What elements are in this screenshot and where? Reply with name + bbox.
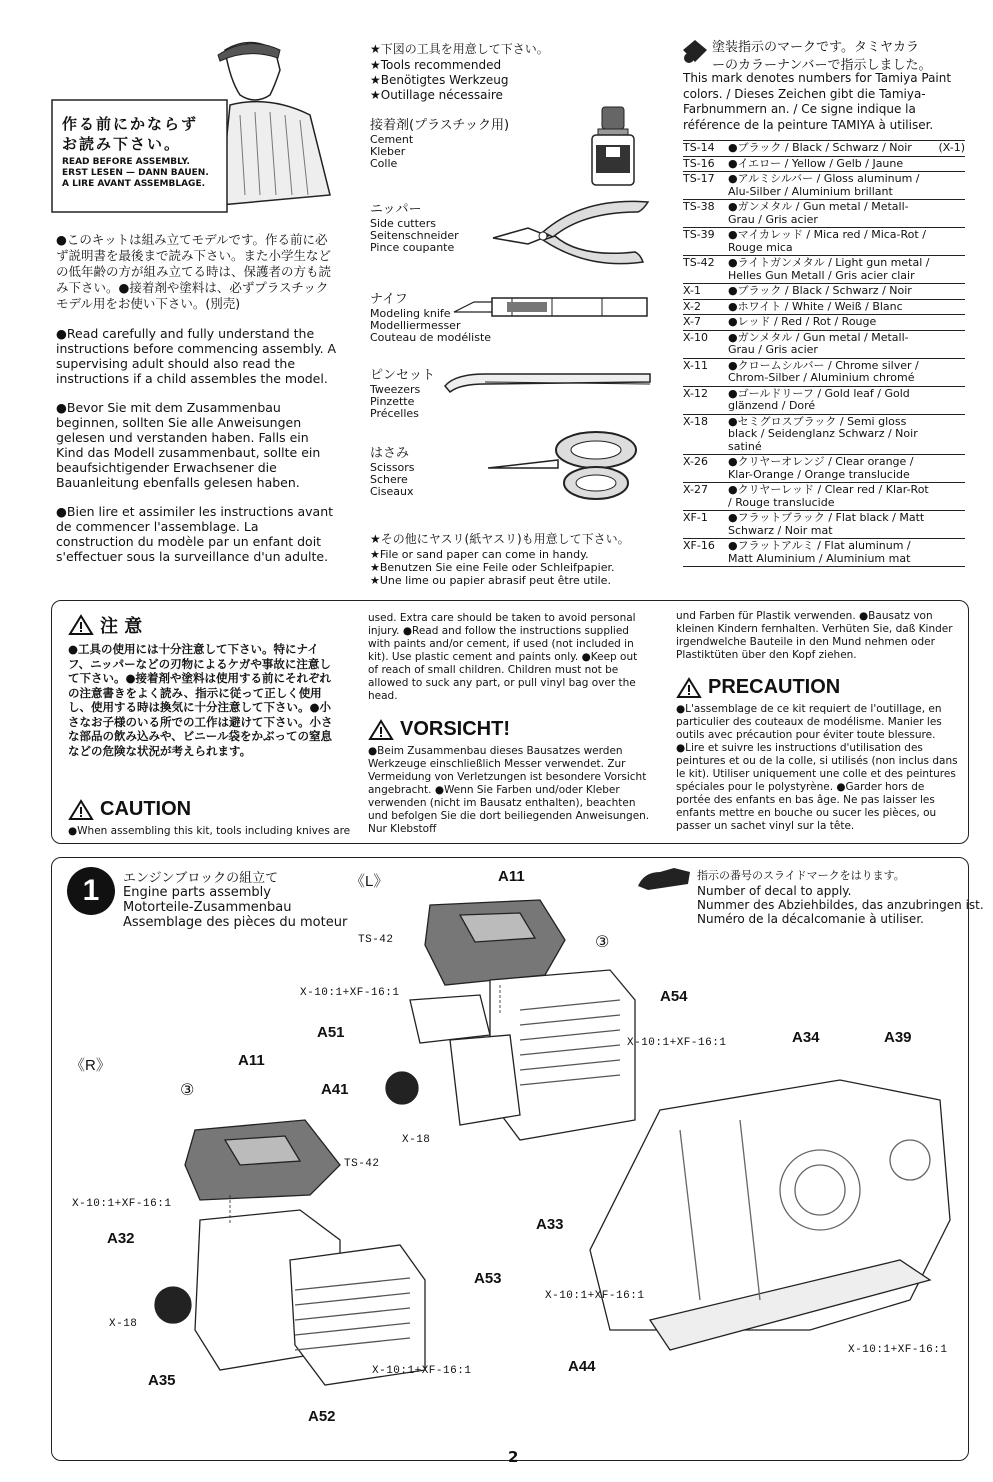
sign-en: READ BEFORE ASSEMBLY. [62, 157, 190, 167]
label-mix-1: X-10:1+XF-16:1 [300, 987, 400, 999]
caution-text-2: used. Extra care should be taken to avoid personal injury. ●Read and follow the instructions supplied with paints and/or cement, if used (not included in kit). Use plastic cement and paints only. ●Keep out of reach of small children. Children must not be allowed to suck any part, or pull vinyl bag over the head. [368, 612, 638, 702]
tweezers-icon [440, 368, 655, 398]
paint-name: ●セミグロスブラック / Semi gloss black / Seidenglanz Schwarz / Noir satiné [728, 414, 918, 453]
paint-extra [933, 316, 965, 329]
paint-name: ●ライトガンメタル / Light gun metal / Helles Gun Metall / Gris acier clair [728, 256, 930, 282]
paint-row [683, 172, 965, 200]
paint-extra [933, 201, 965, 226]
label-A44: A44 [568, 1358, 596, 1375]
paint-row [683, 483, 965, 511]
warning-jp-title: 注 意 [100, 616, 143, 637]
paint-name: ●ゴールドリーフ / Gold leaf / Gold glänzend / Doré [728, 386, 910, 412]
paint-code: TS-42 [683, 256, 715, 269]
paint-code: TS-38 [683, 200, 715, 213]
paint-extra [933, 301, 965, 314]
precaution-section [676, 676, 958, 833]
label-ts42-right: TS-42 [344, 1158, 380, 1170]
label-ts42-left: TS-42 [358, 934, 394, 946]
tool-tweezers-fr: Précelles [370, 407, 419, 420]
paint-code: X-7 [683, 315, 701, 328]
tools-header-de: ★Benötigtes Werkzeug [370, 73, 509, 87]
paint-row [683, 539, 965, 567]
label-x18-right: X-18 [109, 1318, 138, 1330]
vorsicht-triangle-icon [368, 719, 394, 741]
label-A32: A32 [107, 1230, 135, 1247]
tools-footer-fr: ★Une lime ou papier abrasif peut être utile. [370, 574, 611, 587]
paint-code: X-1 [683, 284, 701, 297]
decal-en: Number of decal to apply. [697, 884, 852, 898]
paint-row [683, 415, 965, 456]
sign-jp-line1: 作る前にかならず [62, 115, 199, 133]
paint-extra [933, 158, 965, 171]
tools-header-en: ★Tools recommended [370, 58, 502, 72]
paint-row [683, 141, 965, 157]
precaution-text: ●L'assemblage de ce kit requiert de l'outillage, en particulier des couteaux de modélisme. Manier les outils avec précaution pour éviter toute blessure. ●Lire et suivre les instructions d'utilisation des peintures et ou de la colle, si utilisés (non inclus dans le kit). Utiliser uniquement une colle et des peintures spéciales pour le polystyrène. ●Garder hors de portée des enfants en bas âge. Ne pas laisser les enfants mettre en bouche ou sucer les pièces, ou passer un sachet vinyl sur la tête. [676, 703, 958, 832]
tool-cement-fr: Colle [370, 157, 398, 170]
paint-row [683, 256, 965, 284]
paint-extra [933, 540, 965, 565]
step-title-en: Engine parts assembly [123, 885, 271, 900]
paint-name: ●ガンメタル / Gun metal / Metall-Grau / Gris acier [728, 200, 909, 226]
cement-bottle-icon [588, 105, 638, 190]
decal-de: Nummer des Abziehbildes, das anzubringen ist. [697, 898, 984, 912]
paint-name: ●ガンメタル / Gun metal / Metall-Grau / Gris acier [728, 330, 909, 356]
paint-code: X-10 [683, 330, 708, 344]
paint-row [683, 228, 965, 256]
paint-extra [933, 173, 965, 198]
paint-row [683, 455, 965, 483]
gear-right [155, 1287, 191, 1323]
label-mix-5: X-10:1+XF-16:1 [848, 1344, 948, 1356]
paint-row [683, 300, 965, 316]
tools-footer-de: ★Benutzen Sie eine Feile oder Schleifpapier. [370, 561, 615, 574]
paint-extra [933, 360, 965, 385]
caution-title: CAUTION [100, 798, 192, 820]
label-mix-4: X-10:1+XF-16:1 [545, 1290, 645, 1302]
label-A11-right: A11 [238, 1052, 265, 1069]
label-A51: A51 [317, 1024, 345, 1041]
decal-fr: Numéro de la décalcomanie à utiliser. [697, 912, 924, 926]
paint-code: TS-14 [683, 141, 715, 154]
label-mix-3: X-10:1+XF-16:1 [72, 1198, 172, 1210]
step-title-fr: Assemblage des pièces du moteur [123, 915, 348, 930]
label-A53: A53 [474, 1270, 502, 1287]
paint-extra [933, 416, 965, 454]
paint-table [683, 140, 965, 567]
label-A11-left: A11 [498, 868, 525, 885]
label-L: 《L》 [350, 873, 389, 890]
decal-jp: 指示の番号のスライドマークをはります。 [697, 869, 905, 882]
paint-name: ●アルミシルバー / Gloss aluminum / Alu-Silber / Aluminium brillant [728, 172, 920, 198]
intro-fr: ●Bien lire et assimiler les instructions avant de commencer l'assemblage. La construction du modèle par un enfant doit s'effectuer sous la surveillance d'un adulte. [56, 504, 334, 564]
tool-scissors-fr: Ciseaux [370, 485, 414, 498]
tool-knife-jp: ナイフ [370, 292, 408, 307]
paint-extra [933, 332, 965, 357]
scissors-icon [486, 428, 646, 503]
tool-tweezers-en: Tweezers [370, 383, 421, 396]
paint-row [683, 200, 965, 228]
tool-cutters-fr: Pince coupante [370, 241, 455, 254]
paint-header-jp-2: ーのカラーナンバーで指示しました。 [712, 58, 932, 73]
paint-row [683, 284, 965, 300]
page-number: 2 [508, 1448, 519, 1466]
label-mix-2: X-10:1+XF-16:1 [627, 1037, 727, 1049]
paint-name: ●ブラック / Black / Schwarz / Noir [728, 284, 912, 297]
paint-code: X-18 [683, 414, 708, 428]
paint-row [683, 157, 965, 173]
label-A52: A52 [308, 1408, 336, 1425]
warning-jp-section [68, 612, 340, 758]
precaution-title: PRECAUTION [708, 676, 841, 698]
side-cutters-icon [488, 200, 653, 265]
paint-name: ●レッド / Red / Rot / Rouge [728, 315, 877, 328]
paint-code: TS-16 [683, 156, 715, 170]
label-A54: A54 [660, 988, 688, 1005]
paint-name: ●フラットブラック / Flat black / Matt Schwarz / Noir mat [728, 511, 925, 537]
paint-extra [933, 456, 965, 481]
paint-code: XF-16 [683, 539, 715, 552]
tool-cutters-jp: ニッパー [370, 202, 422, 217]
intro-de: ●Bevor Sie mit dem Zusammenbau beginnen, sollten Sie alle Anweisungen gelesen und verstanden haben. Falls ein Kind das Modell zusammenbaut, sollte ein beaufsichtigender Erwachsener die Bauanleitung ebenfalls gelesen haben. [56, 400, 321, 490]
tools-header-jp: ★下図の工具を用意して下さい。 [370, 42, 549, 56]
paint-extra [933, 388, 965, 413]
paint-name: ●クロームシルバー / Chrome silver / Chrom-Silber / Aluminium chromé [728, 358, 919, 384]
tool-cement-jp: 接着剤(プラスチック用) [370, 118, 510, 133]
tool-scissors [370, 446, 415, 498]
paint-header-jp-1: 塗装指示のマークです。タミヤカラ [712, 40, 919, 55]
step-title-de: Motorteile-Zusammenbau [123, 900, 292, 915]
tool-cutters [370, 202, 459, 254]
intro-en: ●Read carefully and fully understand the instructions before commencing assembly. A supervising adult should also read the instructions if a child assembles the model. [56, 326, 337, 386]
label-A35: A35 [148, 1372, 176, 1389]
tool-scissors-en: Scissors [370, 461, 415, 474]
tool-scissors-jp: はさみ [370, 446, 410, 461]
paint-row [683, 359, 965, 387]
caution-section [68, 798, 358, 838]
paint-name: ●マイカレッド / Mica red / Mica-Rot / Rouge mica [728, 228, 926, 254]
intro-jp: ●このキットは組み立てモデルです。作る前に必ず説明書を最後まで読み下さい。また小学生などの低年齢の方が組み立てる時は、保護者の方も読み下さい。●接着剤や塗料は、必ずプラスチックモデル用をお使い下さい。(別売) [56, 232, 332, 311]
cylinder-head-left [425, 900, 565, 985]
tools-footer-jp: ★その他にヤスリ(紙ヤスリ)も用意して下さい。 [370, 532, 630, 546]
paint-row [683, 315, 965, 331]
tool-knife-fr: Couteau de modéliste [370, 331, 492, 344]
paint-name: ●クリヤーオレンジ / Clear orange / Klar-Orange / Orange translucide [728, 455, 914, 481]
paint-mark-icon [680, 36, 710, 66]
paint-code: XF-1 [683, 511, 708, 524]
modeling-knife-icon [452, 292, 652, 322]
paint-extra [933, 229, 965, 254]
paint-code: TS-39 [683, 228, 715, 241]
tool-cutters-en: Side cutters [370, 217, 436, 230]
tool-cutters-de: Seitenschneider [370, 229, 459, 242]
label-decal3-left: ③ [595, 932, 610, 951]
warning-jp-text: ●工具の使用には十分注意して下さい。特にナイフ、ニッパーなどの刃物によるケガや事故に注意して下さい。●接着剤や塗料は使用する前にそれぞれの注意書きをよく読み、指示に従って正しく使用し、使用する時は換気に十分注意して下さい。●小さなお子様のいる所での工作は避けて下さい。小さな部品の飲み込みや、ビニール袋をかぶっての窒息などの危険な状況が考えられます。 [68, 642, 333, 758]
tool-knife-de: Modelliermesser [370, 319, 461, 332]
sign-de: ERST LESEN — DANN BAUEN. [62, 168, 209, 178]
paint-row [683, 387, 965, 415]
tools-footer-en: ★File or sand paper can come in handy. [370, 548, 589, 561]
paint-name: ●イエロー / Yellow / Gelb / Jaune [728, 156, 904, 170]
vorsicht-text-2: und Farben für Plastik verwenden. ●Bausatz von kleinen Kindern fernhalten. Verhüten Sie, daß Kinder irgendwelche Bauteile in den Mund nehmen oder Plastiktüten über den Kopf ziehen. [676, 610, 953, 661]
paint-extra [933, 484, 965, 509]
paint-code: X-2 [683, 299, 701, 313]
paint-code: X-27 [683, 483, 708, 496]
tool-cement-de: Kleber [370, 145, 406, 158]
vorsicht-section [368, 718, 650, 836]
paint-extra [933, 257, 965, 282]
tool-knife-en: Modeling knife [370, 307, 451, 320]
paint-header-desc: This mark denotes numbers for Tamiya Paint colors. / Dieses Zeichen gibt die Tamiya-Farbnummern an. / Ce signe indique la référence de la peinture TAMIYA à utiliser. [683, 71, 952, 132]
paint-extra: (X-1) [938, 141, 965, 154]
intro-text [56, 232, 338, 570]
label-A39: A39 [884, 1029, 912, 1046]
paint-code: X-11 [683, 358, 708, 372]
step-title-jp: エンジンブロックの組立て [123, 871, 279, 886]
label-x18-left: X-18 [402, 1134, 431, 1146]
paint-name: ●クリヤーレッド / Clear red / Klar-Rot / Rouge translucide [728, 483, 929, 509]
step-number: 1 [82, 874, 100, 907]
warning-triangle-icon [68, 614, 94, 636]
tool-tweezers-de: Pinzette [370, 395, 415, 408]
paint-code: X-12 [683, 386, 708, 400]
vorsicht-text: ●Beim Zusammenbau dieses Bausatzes werden Werkzeuge einschließlich Messer verwendet. Zur Vermeidung von Verletzungen ist besondere Vorsicht angebracht. ●Wenn Sie Farben und/oder Kleber verwenden (nicht im Bausatz enthalten), beachten und befolgen Sie die dort beiliegenden Anweisungen. Nur Klebstoff [368, 745, 650, 835]
label-A33: A33 [536, 1216, 564, 1233]
label-A41: A41 [321, 1081, 349, 1098]
tool-tweezers [370, 368, 435, 420]
precaution-triangle-icon [676, 677, 702, 699]
caution-triangle-icon [68, 799, 94, 821]
label-mix-6: X-10:1+XF-16:1 [372, 1365, 472, 1377]
tool-cement [370, 118, 509, 170]
paint-name: ●ホワイト / White / Weiß / Blanc [728, 299, 903, 313]
sign-jp-line2: お読み下さい。 [62, 135, 182, 153]
paint-name: ●フラットアルミ / Flat aluminum / Matt Aluminium / Aluminium mat [728, 539, 911, 565]
label-A34: A34 [792, 1029, 820, 1046]
tool-scissors-de: Schere [370, 473, 408, 486]
tools-header-fr: ★Outillage nécessaire [370, 88, 503, 102]
paint-name: ●ブラック / Black / Schwarz / Noir [728, 141, 912, 154]
tool-tweezers-jp: ピンセット [370, 368, 436, 383]
paint-row [683, 511, 965, 539]
tool-cement-en: Cement [370, 133, 414, 146]
paint-code: X-26 [683, 455, 708, 468]
engine-assembly-diagram [60, 860, 960, 1455]
vorsicht-title: VORSICHT! [400, 718, 510, 740]
paint-row [683, 331, 965, 359]
paint-extra [933, 285, 965, 298]
paint-code: TS-17 [683, 172, 715, 185]
gear-left [386, 1072, 418, 1104]
sign-fr: A LIRE AVANT ASSEMBLAGE. [62, 179, 206, 189]
label-decal3-right: ③ [180, 1080, 195, 1099]
label-R: 《R》 [70, 1057, 111, 1074]
caution-text-1: ●When assembling this kit, tools including knives are [68, 825, 351, 837]
paint-extra [933, 512, 965, 537]
